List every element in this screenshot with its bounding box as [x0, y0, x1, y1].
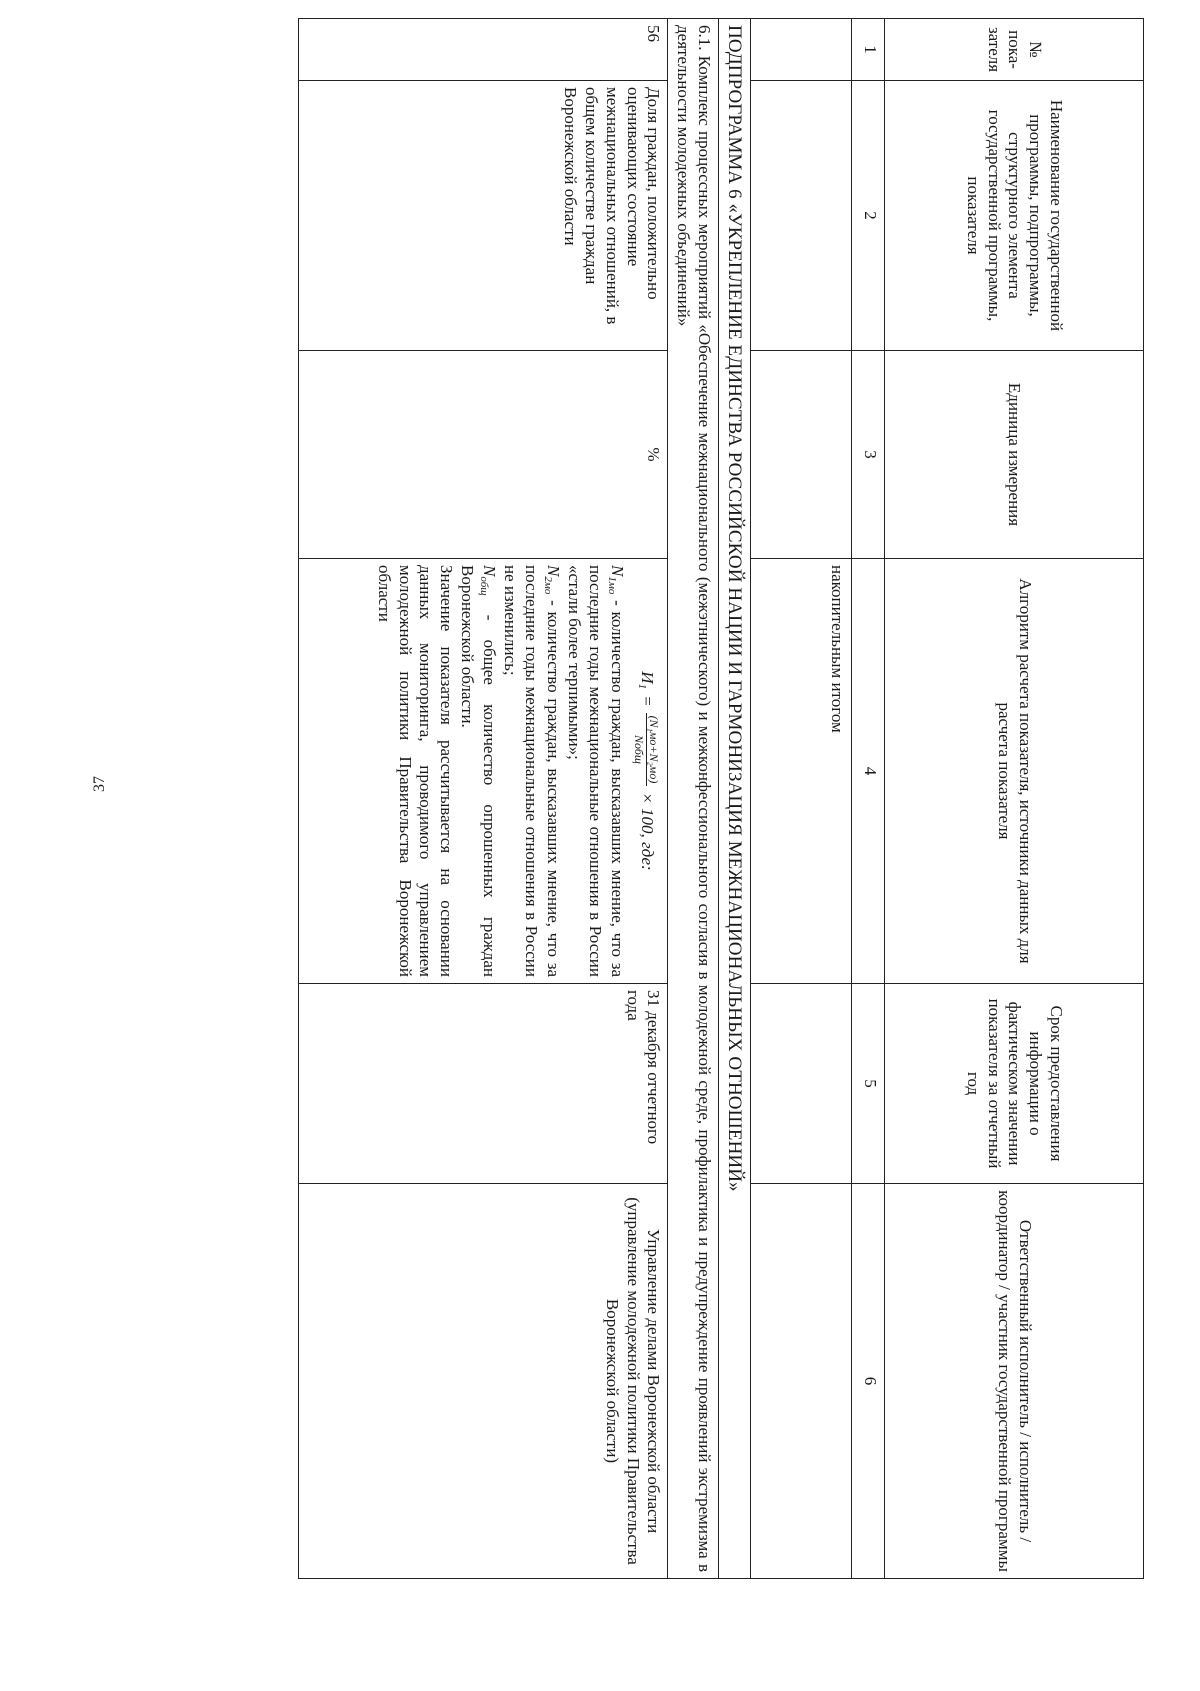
row-number: 56: [299, 19, 668, 81]
header-unit: Единица измерения: [885, 351, 1144, 559]
formula-lhs-sub: 1: [636, 683, 649, 690]
page-number: 37: [91, 776, 108, 792]
column-number-row: [852, 19, 885, 1579]
complex-row: [668, 19, 718, 1579]
formula-numerator: (N₁мо+N₂мо): [646, 713, 662, 787]
column-number: 1: [852, 19, 885, 81]
column-number: 3: [852, 351, 885, 559]
column-number: 2: [852, 81, 885, 351]
formula-denominator: Nобщ: [631, 734, 646, 764]
formula-rhs: × 100, где:: [637, 792, 657, 871]
header-deadline: Срок предоставления информации о фактическом значении показателя за отчетный год: [885, 984, 1144, 1184]
row-algorithm: [299, 559, 668, 984]
column-number: 5: [852, 984, 885, 1184]
complex-title: 6.1. Комплекс процессных мероприятий «Обеспечение межнационального (межэтнического) и межконфессионального согласия в молодежной среде, профилактика и предупреждение проявлений экстремизма в деятельности молодежных объединений»: [668, 19, 718, 1579]
row-unit: %: [299, 351, 668, 559]
subprogram-row: [718, 19, 750, 1579]
row-deadline: 31 декабря отчетного года: [299, 984, 668, 1184]
header-responsible: Ответственный исполнитель / исполнитель / координатор / участник государственной программы: [885, 1184, 1144, 1579]
table-row: [299, 19, 668, 1579]
row-indicator-name: Доля граждан, положительно оценивающих состояние межнациональных отношений, в общем количестве граждан Воронежской области: [299, 81, 668, 351]
formula: [631, 565, 661, 977]
formula-fraction: [631, 713, 661, 787]
column-number: 4: [852, 559, 885, 984]
subprogram-title: ПОДПРОГРАММА 6 «УКРЕПЛЕНИЕ ЕДИНСТВА РОССИЙСКОЙ НАЦИИ И ГАРМОНИЗАЦИЯ МЕЖНАЦИОНАЛЬНЫХ ОТНОШЕНИЙ»: [718, 19, 750, 1579]
column-number: 6: [852, 1184, 885, 1579]
header-algorithm: Алгоритм расчета показателя, источники данных для расчета показателя: [885, 559, 1144, 984]
header-indicator-number: № пока-зателя: [885, 19, 1144, 81]
header-indicator-name: Наименование государственной программы, подпрограммы, структурного элемента государственной программы, показателя: [885, 81, 1144, 351]
row-responsible: Управление делами Воронежской области (управление молодежной политики Правительства Воронежской области): [299, 1184, 668, 1579]
continuation-row: [751, 19, 852, 1579]
continuation-text: накопительным итогом: [751, 559, 852, 984]
formula-equals: =: [637, 695, 657, 707]
source-note: Значение показателя рассчитывается на основании данных мониторинга, проводимого управлением молодежной политики Правительства Воронежской области: [375, 565, 457, 977]
formula-lhs: И: [638, 671, 658, 684]
definition-ntotal: $N_{общ}$ - общее количество опрошенных граждан Воронежской области.: [457, 565, 500, 977]
indicators-table: [298, 18, 1144, 1579]
definition-n2: $N_{2мо}$ - количество граждан, высказавших мнение, что за последние годы межнациональные отношения в России не изменились;: [501, 565, 564, 977]
table-header-row: [885, 19, 1144, 1579]
definition-n1: $N_{1мо}$ - количество граждан, высказавших мнение, что за последние годы межнациональные отношения в России «стали более терпимыми»;: [564, 565, 628, 977]
rotated-table-sheet: [124, 18, 1144, 1578]
